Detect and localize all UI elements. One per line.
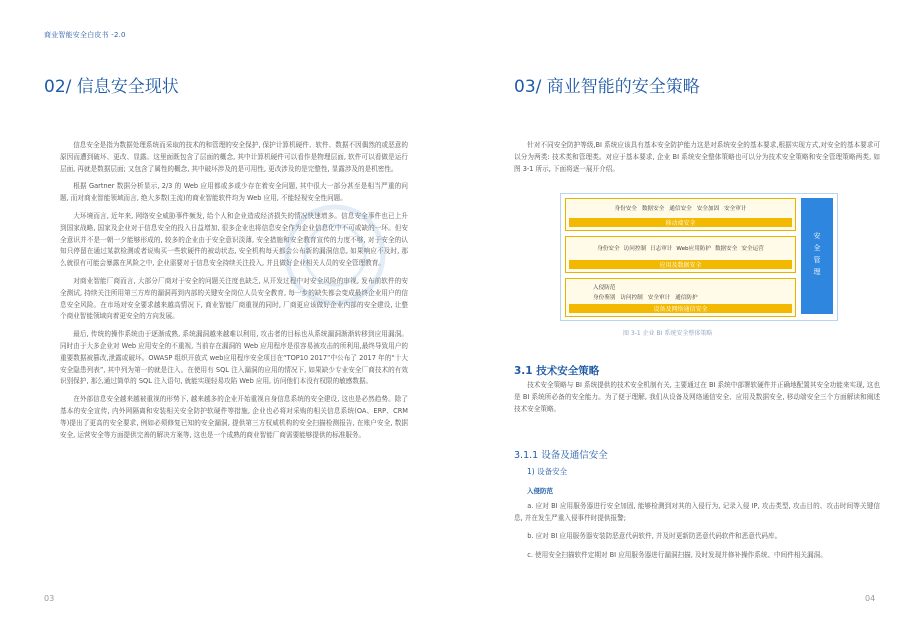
list-item: c. 使用安全扫描软件定期对 BI 应用服务器进行漏洞扫描, 及时发现并修补操作系统、中间件相关漏洞。	[527, 551, 827, 560]
security-management-bar	[801, 198, 833, 314]
left-page-number: 03	[44, 594, 55, 603]
group1-item: 身份安全	[614, 206, 637, 212]
security-strategy-diagram	[560, 193, 838, 321]
left-paragraph-5: 最后, 传统的操作系统由于逐渐成熟, 系统漏洞越来越难以利用, 攻击者的目标也从系统漏洞渐渐转移到应用漏洞。同时由于大多企业对 Web 应用安全的不重视, 当前存在漏洞的 Web 应用程序是很容易被攻击的所利用,最终导致用户的重要数据被篡改,泄露或破坏。OWASP 组织开放式 web应用程序安全项目在“TOP10 2017”中公布了 2017 年的“十大安全隐患列表”, 其中列为第一的就是注入。在使用有 SQL 注入漏洞的应用的情况下, 如果缺少专业安全厂商技术的有效识别保护, 那么通过简单的 SQL 注入语句, 就能实现轻易攻陷 Web 应用, 访问他们本没有权限的敏感数据。	[60, 330, 408, 386]
list-item: a. 应对 BI 应用服务器进行安全加固, 能够检测到对其的入侵行为, 记录入侵 IP, 攻击类型, 攻击目的、攻击时间等关键信息, 并在发生严重入侵事件时提供报警;	[514, 502, 880, 522]
mobile-security-label: 移动端安全	[569, 218, 792, 227]
app-data-security-label: 应用及数据安全	[569, 260, 792, 269]
app-data-security-group	[565, 236, 796, 273]
group3-item: 安全审计	[647, 295, 671, 301]
device-network-security-group	[565, 278, 796, 317]
group2-item: Web应用防护	[676, 246, 711, 252]
header-title: 商业智能安全白皮书 -2.0	[44, 31, 126, 39]
left-section-title: 02/ 信息安全现状	[44, 77, 179, 97]
group3-item: 通信防护	[675, 295, 698, 301]
group2-item: 日志审计	[650, 246, 673, 252]
left-paragraph-2: 根据 Gartner 数据分析显示, 2/3 的 Web 应用都或多或少存在着安全问题, 其中很大一部分甚至是相当严重的问题, 而对商业智能领域而言, 绝大多数(主流)的商业智能软件均为 Web 应用, 不能轻视安全性问题。	[60, 182, 408, 203]
tech-intro: 技术安全策略与 BI 系统提供的技术安全机制有关, 主要通过在 BI 系统中部署软硬件并正确地配置其安全功能来实现, 这也是 BI 系统所必备的安全能力。为了便于理解, 我们从设备及网络通信安全、应用及数据安全, 移动端安全三个方面解读和阐述技术安全策略。	[514, 381, 880, 413]
left-paragraph-1: 信息安全是指为数据处理系统而采取的技术的和管理的安全保护, 保护计算机硬件、软件、数据不因偶然的或恶意的原因而遭到破坏、更改、显露。这里面既包含了层面的概念, 其中计算机硬件可以看作是物理层面, 软件可以看做是运行层面, 再就是数据层面; 又包含了属性的概念, 其中破坏涉及的是可用性, 更改涉及的是完整性, 显露涉及的是机密性。	[60, 141, 408, 173]
mobile-security-group	[565, 198, 796, 231]
left-paragraph-6: 在外部信息安全越来越被重视的形势下, 越来越多的企业开始重视自身信息系统的安全建设, 这也是必然趋势。除了基本的安全宣传, 内外网隔离和安装相关安全防护软硬件等措施, 企业也必将对采购的相关信息系统(OA、ERP、CRM 等)提出了更高的安全要求, 例如必须修复已知的安全漏洞, 提供第三方权威机构的安全扫描检测报告, 在账户安全, 数据安全, 运营安全等方面提供完善的解决方案等, 这也是一个成熟的商业智能厂商需要能够提供的标准服务。	[60, 395, 408, 439]
tech-intro-block	[514, 380, 880, 421]
right-page-number: 04	[865, 594, 876, 603]
heading-3-1: 3.1 技术安全策略	[514, 365, 600, 377]
left-paragraph-3: 大环境而言, 近年来, 网络安全威胁事件频发, 给个人和企业造成经济损失的情况快速增多。信息安全事件也已上升到国家战略, 国家及企业对于信息安全的投入日益增加, 很多企业也将信息安全作为企业信息化中不可或缺的一环。但安全意识并不是一朝一夕能够形成的, 较多的企业由于安全意识淡薄, 安全措施和安全教育宣传的力度不够, 对于安全的认知只停留在通过某款检测或者说购买一些软硬件的被动状态, 安全机构每天都会公布新的漏洞信息, 如果响应不及时, 那么就很有可能会暴露在风险之中, 企业需要对于信息安全持续关注投入, 并且做好企业相关人员的安全管理教育。	[60, 211, 408, 268]
right-intro-block	[514, 140, 880, 180]
group2-item: 安全运营	[741, 246, 764, 252]
list-item: b. 应对 BI 应用服务器安装防恶意代码软件, 并及时更新防恶意代码软件和恶意代码库。	[527, 531, 782, 540]
group3-item: 身份鉴别	[593, 295, 616, 301]
heading-intrusion-prevention: 入侵防范	[527, 487, 553, 495]
left-body	[60, 140, 408, 447]
heading-3-1-1: 3.1.1 设备及通信安全	[514, 450, 608, 461]
group1-item: 数据安全	[641, 206, 665, 212]
figure-caption: 图 3-1 企业 BI 系统安全整体策略	[623, 330, 713, 337]
group1-item: 安全审计	[724, 206, 747, 212]
right-section-title: 03/ 商业智能的安全策略	[514, 77, 700, 97]
right-intro: 针对不同安全防护等级,BI 系统应该具有基本安全防护能力这是对系统安全的基本要求,根据实现方式,对安全的基本要求可以分为两类: 技术类和管理类。对应于基本要求, 企业 BI 系统安全整体策略也可以分为技术安全策略和安全管理策略两类, 如图 3-1 所示, 下面将逐一展开介绍。	[514, 141, 880, 173]
left-paragraph-4: 对商业智能厂商而言, 大部分厂商对于安全的问题关注度也缺乏, 从开发过程中对安全风险的审视, 发布前软件的安全测试, 持续关注所用第三方库的漏洞再到内部的关键安全岗位人员安全教育, 每一步的缺失都会变成最终企业用户的信息安全风险。在市场对安全要求越来越高情况下, 商业智能厂商重视的同时, 厂商更应该做好企业内部的安全建设, 让整个商业智能领域向着更安全的方向发展。	[60, 276, 408, 321]
group2-item: 数据安全	[714, 246, 738, 252]
security-management-label: 安全管理	[813, 232, 821, 280]
group3-item: 访问控制	[620, 295, 643, 301]
group2-item: 访问控制	[623, 246, 647, 252]
group1-item: 安全加固	[696, 206, 720, 212]
group1-item: 通信安全	[669, 206, 692, 212]
heading-device-security: 1) 设备安全	[527, 467, 568, 476]
device-network-security-label: 设备及网络通信安全	[569, 304, 792, 313]
intrusion-list	[514, 501, 880, 568]
group2-item: 身份安全	[597, 246, 620, 252]
group3-top-item: 入侵防范	[593, 285, 616, 291]
